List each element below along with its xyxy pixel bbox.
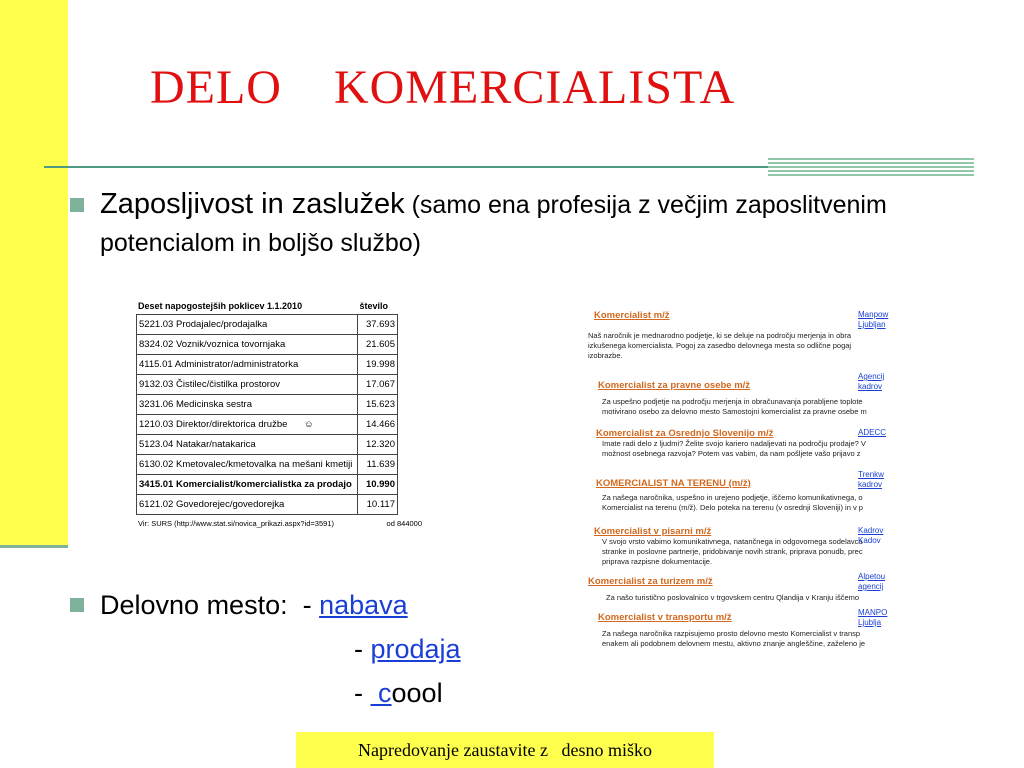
table-row: [137, 395, 398, 415]
table-row: [137, 495, 398, 515]
job-listing: [588, 428, 890, 478]
occupations-table-body: [136, 314, 398, 515]
table-row: [137, 355, 398, 375]
job-title-link[interactable]: Komercialist za turizem m/ž: [588, 576, 713, 587]
job-description: [602, 629, 890, 649]
smiley-icon: ☺: [304, 419, 314, 430]
prodaja-link[interactable]: prodaja: [370, 634, 461, 664]
dash: -: [354, 678, 371, 708]
job-title-link[interactable]: Komercialist v pisarni m/ž: [594, 526, 712, 537]
company-link[interactable]: Agencij kadrov: [858, 372, 885, 391]
occupation-count: 10.117: [358, 495, 398, 515]
occupation-name: 3415.01 Komercialist/komercialistka za prodajo: [137, 475, 358, 495]
job-description-line: Za našega naročnika razpisujemo prosto delovno mesto Komercialist v transp: [602, 629, 861, 638]
top-ten-occupations-table: [136, 298, 426, 528]
occupation-count: 21.605: [358, 335, 398, 355]
job-description-line: stranke in poslovne partnerje, pridobivanje novih strank, priprava ponudb, prec: [602, 547, 863, 556]
bullet-square-icon: [70, 598, 84, 612]
bullet-employability: [100, 186, 900, 262]
occupation-name: 6121.02 Govedorejec/govedorejka: [137, 495, 358, 515]
job-listing: [588, 608, 890, 656]
left-band-edge: [0, 545, 68, 548]
coool-link[interactable]: c: [370, 678, 392, 708]
company-link[interactable]: Kadrov Kadov: [858, 526, 884, 544]
company-link[interactable]: ADECC: [858, 428, 887, 437]
table-footer: [136, 519, 422, 528]
occupation-name: 9132.03 Čistilec/čistilka prostorov: [137, 375, 358, 395]
job-title-link[interactable]: Komercialist za Osrednjo Slovenijo m/ž: [596, 428, 774, 439]
job-description-line: Za našo turistično poslovalnico v trgovskem centru Qlandija v Kranju iščemo: [606, 593, 860, 602]
table-header: [136, 298, 426, 314]
table-row: [137, 415, 398, 435]
job-description-line: Imate radi delo z ljudmi? Želite svojo kariero nadaljevati na področju prodaje? V: [602, 439, 866, 448]
footer-hint-box: [296, 732, 714, 768]
company-link[interactable]: Alpetou agencij: [858, 572, 886, 591]
job-description: [606, 593, 890, 603]
table-row: [137, 455, 398, 475]
job-description-line: V svojo vrsto vabimo komunikativnega, natančnega in odgovornega sodelavca: [602, 537, 863, 546]
company-link[interactable]: Manpow Ljubljan: [858, 310, 889, 329]
table-row: [137, 435, 398, 455]
occupation-name: 8324.02 Voznik/voznica tovornjaka: [137, 335, 358, 355]
job-description-line: izobrazbe.: [588, 351, 623, 360]
occupation-name: 5123.04 Natakar/natakarica: [137, 435, 358, 455]
job-description-line: enakem ali podobnem delovnem mestu, aktivno znanje angleščine, zaželeno je: [602, 639, 866, 648]
occupation-name: 4115.01 Administrator/administratorka: [137, 355, 358, 375]
job-listing: [588, 526, 890, 576]
bullet-employability-lead: Zaposljivost in zaslužek: [100, 188, 405, 220]
occupation-count: 12.320: [358, 435, 398, 455]
workplace-line-1: [100, 590, 408, 621]
occupation-count: 17.067: [358, 375, 398, 395]
company-link[interactable]: MANPO Ljublja: [858, 608, 888, 627]
job-description: [602, 537, 890, 567]
job-description-line: priprava razpisne dokumentacije.: [602, 557, 713, 566]
job-description-line: možnost osebnega razvoja? Potem vas vabim, da nam pošljete vašo prijavo z: [602, 449, 861, 458]
occupation-name: 6130.02 Kmetovalec/kmetovalka na mešani kmetiji: [137, 455, 358, 475]
job-description: [588, 331, 890, 361]
job-listing: [588, 572, 890, 612]
bullet-employability-note: (samo ena profesija z večjim zaposlitvenim potencialom in boljšo službo): [100, 191, 887, 257]
job-description: [602, 439, 890, 459]
job-description-line: motivirano osebo za delovno mesto Samostojni komercialist za pravne osebe m: [602, 407, 867, 416]
occupation-count: 19.998: [358, 355, 398, 375]
company-link[interactable]: Trenkw kadrov: [858, 470, 884, 489]
job-listing: [588, 372, 890, 428]
job-title-link[interactable]: KOMERCIALIST NA TERENU (m/ž): [596, 478, 751, 489]
job-description-line: Naš naročnik je mednarodno podjetje, ki se deluje na področju merjenja in obra: [588, 331, 852, 340]
job-listing: [588, 310, 890, 380]
table-header-title: Deset napogostejših poklicev 1.1.2010: [138, 301, 303, 311]
bullet-square-icon: [70, 198, 84, 212]
occupation-count: 37.693: [358, 315, 398, 335]
footer-hint-text: Napredovanje zaustavite z desno miško: [358, 739, 652, 760]
job-description-line: Za uspešno podjetje na področju merjenja in obračunavanja porabljene toplote: [602, 397, 863, 406]
occupation-name: [137, 415, 358, 435]
occupation-count: 14.466: [358, 415, 398, 435]
occupation-name: 5221.03 Prodajalec/prodajalka: [137, 315, 358, 335]
occupation-count: 11.639: [358, 455, 398, 475]
table-row: [137, 375, 398, 395]
job-title-link[interactable]: Komercialist m/ž: [594, 310, 670, 321]
occupation-count: 10.990: [358, 475, 398, 495]
table-source: Vir: SURS (http://www.stat.si/novica_prikazi.aspx?id=3591): [138, 519, 334, 528]
job-listing: [588, 470, 890, 526]
job-title-link[interactable]: Komercialist za pravne osebe m/ž: [598, 380, 751, 391]
table-row: [137, 315, 398, 335]
table-header-count: število: [359, 301, 388, 311]
slide-title: DELO KOMERCIALISTA: [150, 61, 736, 114]
job-title-link[interactable]: Komercialist v transportu m/ž: [598, 612, 732, 623]
workplace-line-2: [354, 634, 461, 665]
decorative-stripe-block: [768, 158, 974, 178]
job-listings-screenshot: [588, 310, 890, 675]
nabava-link[interactable]: nabava: [319, 590, 408, 620]
job-description-line: izkušenega komercialista. Pogoj za zasedbo delovnega mesta so odlične pogaj: [588, 341, 852, 350]
occupation-name-text: 1210.03 Direktor/direktorica družbe: [139, 419, 288, 430]
table-row-highlighted: [137, 475, 398, 495]
job-description-line: Komercialist na terenu (m/ž). Delo poteka na terenu (v osrednji Sloveniji) in v p: [602, 503, 863, 512]
dash: -: [354, 634, 371, 664]
workplace-label: Delovno mesto: -: [100, 590, 320, 620]
left-yellow-band: [0, 0, 68, 548]
job-description: [602, 493, 890, 513]
coool-rest: oool: [391, 678, 443, 708]
job-description: [602, 397, 890, 417]
table-total: od 844000: [386, 519, 422, 528]
table-row: [137, 335, 398, 355]
workplace-line-3: [354, 678, 443, 709]
occupation-count: 15.623: [358, 395, 398, 415]
occupation-name: 3231.06 Medicinska sestra: [137, 395, 358, 415]
job-description-line: Za našega naročnika, uspešno in urejeno podjetje, iščemo komunikativnega, o: [602, 493, 863, 502]
